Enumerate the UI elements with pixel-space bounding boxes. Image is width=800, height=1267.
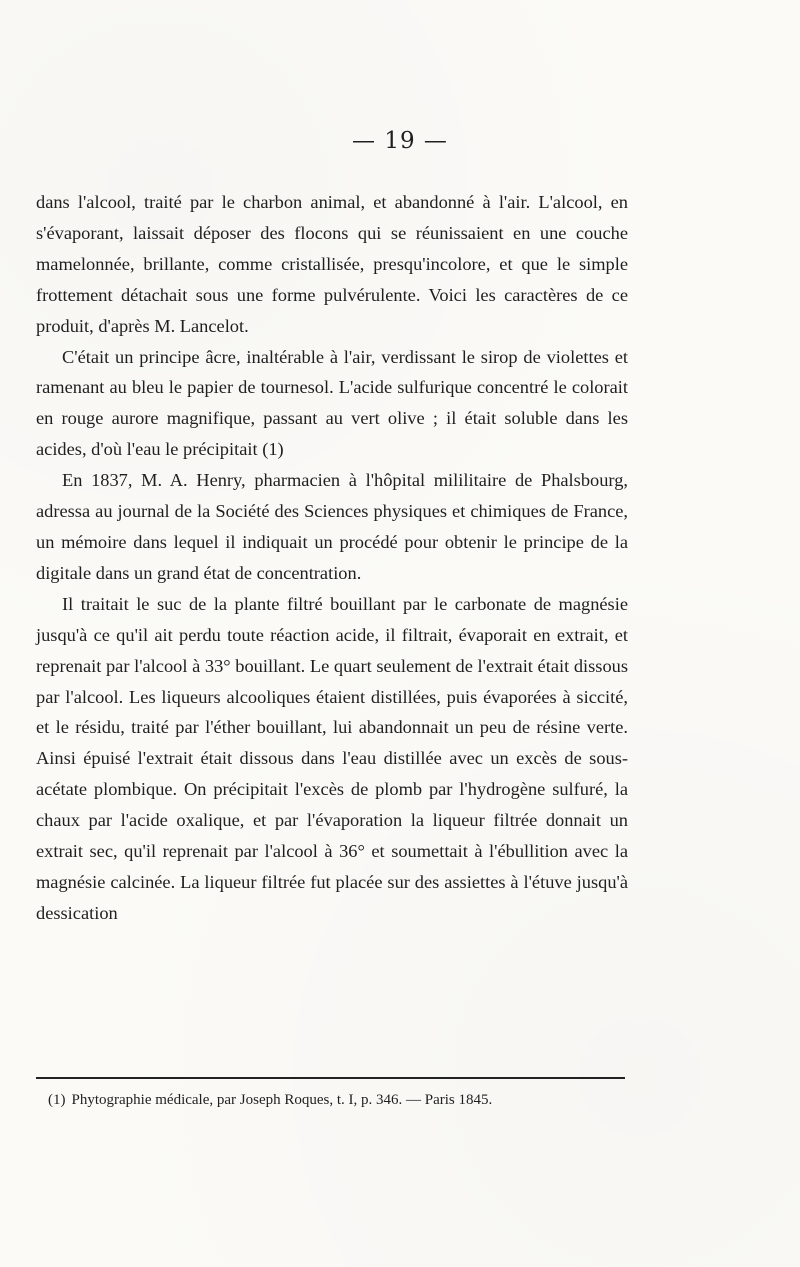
- body-text: [36, 187, 628, 929]
- paragraph-1: dans l'alcool, traité par le charbon animal, et abandonné à l'air. L'alcool, en s'évaporant, laissait déposer des flocons qui se réunissaient en une couche mamelonnée, brillante, comme cristallisée, presqu'incolore, et que le simple frottement détachait sous une forme pulvérulente. Voici les caractères de ce produit, d'après M. Lancelot.: [36, 192, 628, 336]
- page-number: — 19 —: [352, 128, 448, 154]
- paragraph-2: C'était un principe âcre, inaltérable à l'air, verdissant le sirop de violettes et ramenant au bleu le papier de tournesol. L'acide sulfurique concentré le colorait en rouge aurore magnifique, passant au vert olive ; il était soluble dans les acides, d'où l'eau le précipitait (1): [36, 346, 628, 460]
- footnote: [48, 1090, 628, 1110]
- footnote-marker: (1): [48, 1092, 66, 1108]
- footnote-divider: [36, 1077, 625, 1079]
- footnote-text: Phytographie médicale, par Joseph Roques, t. I, p. 346. — Paris 1845.: [71, 1092, 493, 1108]
- paragraph-3: En 1837, M. A. Henry, pharmacien à l'hôpital mililitaire de Phalsbourg, adressa au journal de la Société des Sciences physiques et chimiques de France, un mémoire dans lequel il indiquait un procédé pour obtenir le principe de la digitale dans un grand état de concentration.: [36, 470, 628, 583]
- paragraph-4: Il traitait le suc de la plante filtré bouillant par le carbonate de magnésie jusqu'à ce qu'il ait perdu toute réaction acide, il filtrait, évaporait en extrait, et reprenait par l'alcool à 33° bouillant. Le quart seulement de l'extrait était dissous par l'alcool. Les liqueurs alcooliques étaient distillées, puis évaporées à siccité, et le résidu, traité par l'éther bouillant, lui abandonnait un peu de résine verte. Ainsi épuisé l'extrait était dissous dans l'eau distillée avec un excès de sous-acétate plombique. On précipitait l'excès de plomb par l'hydrogène sulfuré, la chaux par l'acide oxalique, et par l'évaporation la liqueur filtrée donnait un extrait sec, qu'il reprenait par l'alcool à 36° et soumettait à l'ébullition avec la magnésie calcinée. La liqueur filtrée fut placée sur des assiettes à l'étuve jusqu'à dessication: [36, 593, 628, 923]
